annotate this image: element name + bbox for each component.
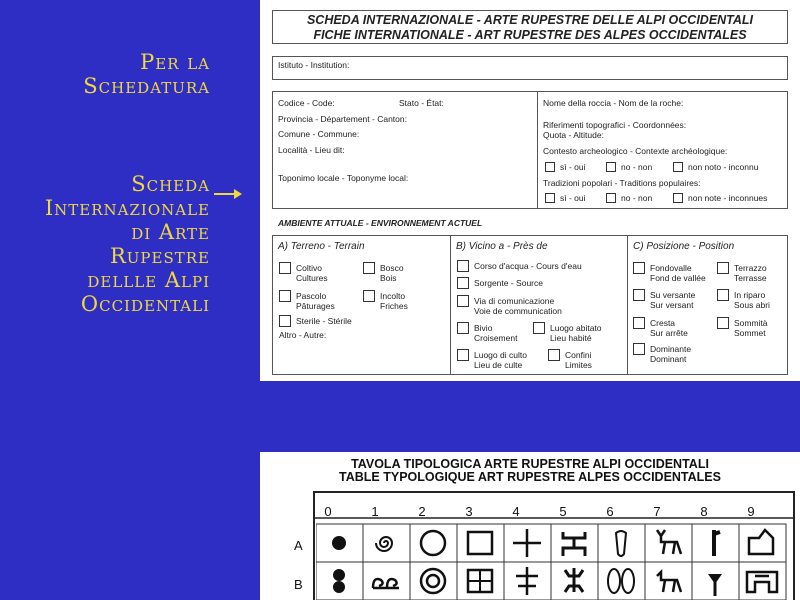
location-box <box>272 91 788 209</box>
section-title-schedatura <box>10 50 210 98</box>
anthropomorph-icon <box>551 524 598 562</box>
archaeo-option: sì - oui <box>545 162 586 172</box>
environment-title: AMBIENTE ATTUALE - ENVIRONNEMENT ACTUEL <box>278 218 483 228</box>
position-option: In riparo Sous abri <box>717 290 770 310</box>
near-option: Corso d'acqua - Cours d'eau <box>457 261 582 272</box>
form-header <box>272 10 788 44</box>
double-dot-icon <box>316 562 363 600</box>
traditions-option: no - non <box>606 193 652 203</box>
terrain-option: Pascolo Pâturages <box>279 291 335 311</box>
title-line: dellle Alpi <box>87 268 210 292</box>
column-number: 1 <box>371 504 379 519</box>
traditions-option: sì - oui <box>545 193 586 203</box>
terrain-option: Incolto Friches <box>363 291 408 311</box>
column-number: 0 <box>324 504 332 519</box>
header-line-it: SCHEDA INTERNAZIONALE - ARTE RUPESTRE DELLE ALPI OCCIDENTALI <box>306 13 754 27</box>
deer-icon <box>645 524 692 562</box>
altitude-field: Quota - Altitude: <box>543 130 604 140</box>
position-option: Sommità Sommet <box>717 318 768 338</box>
typology-table <box>260 452 800 600</box>
header-line-fr: FICHE INTERNATIONALE - ART RUPESTRE DES ALPES OCCIDENTALES <box>313 28 747 42</box>
near-option: Luogo di culto Lieu de culte <box>457 350 527 370</box>
environment-box <box>272 235 788 375</box>
topo-refs-field: Riferimenti topografici - Coordonnées: <box>543 120 687 130</box>
column-number: 8 <box>700 504 708 519</box>
near-option: Via di comunicazione Voie de communication <box>457 296 562 316</box>
near-option: Bivio Croisement <box>457 323 517 343</box>
column-number: 3 <box>465 504 473 519</box>
position-option: Terrazzo Terrasse <box>717 263 767 283</box>
position-option: Fondovalle Fond de vallée <box>633 263 706 283</box>
checkbox <box>673 193 683 203</box>
column-number: 4 <box>512 504 520 519</box>
square-icon <box>457 524 504 562</box>
position-option: Dominante Dominant <box>633 344 691 364</box>
title-line: Occidentali <box>80 292 210 316</box>
grid-icon <box>457 562 504 600</box>
near-option: Luogo abitato Lieu habité <box>533 323 602 343</box>
locality-field: Località - Lieu dit: <box>278 145 345 155</box>
column-number: 9 <box>747 504 755 519</box>
traditions-option: non note - inconnues <box>673 193 767 203</box>
title-line: Rupestre <box>109 244 210 268</box>
footprint-icon <box>598 524 645 562</box>
hut-icon <box>739 524 786 562</box>
archaeo-option: non noto - inconnu <box>673 162 758 172</box>
column-number: 6 <box>606 504 614 519</box>
rock-name-field: Nome della roccia - Nom de la roche: <box>543 98 684 108</box>
circle-icon <box>410 524 457 562</box>
archaeo-option: no - non <box>606 162 652 172</box>
checkbox <box>673 162 683 172</box>
table-header-it: TAVOLA TIPOLOGICA ARTE RUPESTRE ALPI OCCIDENTALI <box>351 457 709 471</box>
terrain-option: Sterile - Stérile <box>279 316 352 327</box>
traditions-field: Tradizioni popolari - Traditions populaires: <box>543 178 701 188</box>
state-field: Stato - État: <box>399 98 444 108</box>
praying-figure-icon <box>551 562 598 600</box>
near-title: B) Vicino a - Près de <box>456 241 548 252</box>
institution-field: Istituto - Institution: <box>272 56 788 80</box>
checkbox <box>606 162 616 172</box>
dagger-icon <box>692 524 739 562</box>
toponym-field: Toponimo locale - Toponyme local: <box>278 173 409 183</box>
near-option: Confini Limites <box>548 350 592 370</box>
title-line: Per la <box>140 50 210 74</box>
section-title-scheda <box>0 172 210 316</box>
title-line: di Arte <box>131 220 210 244</box>
concentric-circles-icon <box>410 562 457 600</box>
title-line: Scheda <box>131 172 210 196</box>
cross-icon <box>504 524 551 562</box>
column-number: 7 <box>653 504 661 519</box>
archaeo-context-field: Contesto archeologico - Contexte archéologique: <box>543 146 728 156</box>
footprints-icon <box>598 562 645 600</box>
spiral-icon <box>363 524 410 562</box>
structure-icon <box>739 562 786 600</box>
arrow-icon <box>214 186 242 202</box>
checkbox <box>545 162 555 172</box>
title-line: Schedatura <box>83 74 210 98</box>
position-option: Cresta Sur arrête <box>633 318 688 338</box>
form-document <box>260 0 800 381</box>
title-line: Internazionale <box>44 196 210 220</box>
position-title: C) Posizione - Position <box>633 241 735 252</box>
dot-icon <box>316 524 363 562</box>
halberd-icon <box>692 562 739 600</box>
row-label-a: A <box>294 538 303 553</box>
symbol-cells <box>316 522 796 600</box>
spirals-icon <box>363 562 410 600</box>
terrain-option: Bosco Bois <box>363 263 404 283</box>
row-label-b: B <box>294 577 303 592</box>
terrain-other: Altro - Autre: <box>279 330 327 340</box>
column-number: 2 <box>418 504 426 519</box>
checkbox <box>545 193 555 203</box>
double-cross-icon <box>504 562 551 600</box>
checkbox <box>606 193 616 203</box>
animal-icon <box>645 562 692 600</box>
near-option: Sorgente - Source <box>457 278 543 289</box>
column-number: 5 <box>559 504 567 519</box>
terrain-title: A) Terreno - Terrain <box>278 241 365 252</box>
code-field: Codice - Code: <box>278 98 335 108</box>
table-header-fr: TABLE TYPOLOGIQUE ART RUPESTRE ALPES OCCIDENTALES <box>339 470 721 484</box>
province-field: Provincia - Département - Canton: <box>278 114 407 124</box>
commune-field: Comune - Commune: <box>278 129 360 139</box>
position-option: Su versante Sur versant <box>633 290 695 310</box>
terrain-option: Coltivo Cultures <box>279 263 328 283</box>
